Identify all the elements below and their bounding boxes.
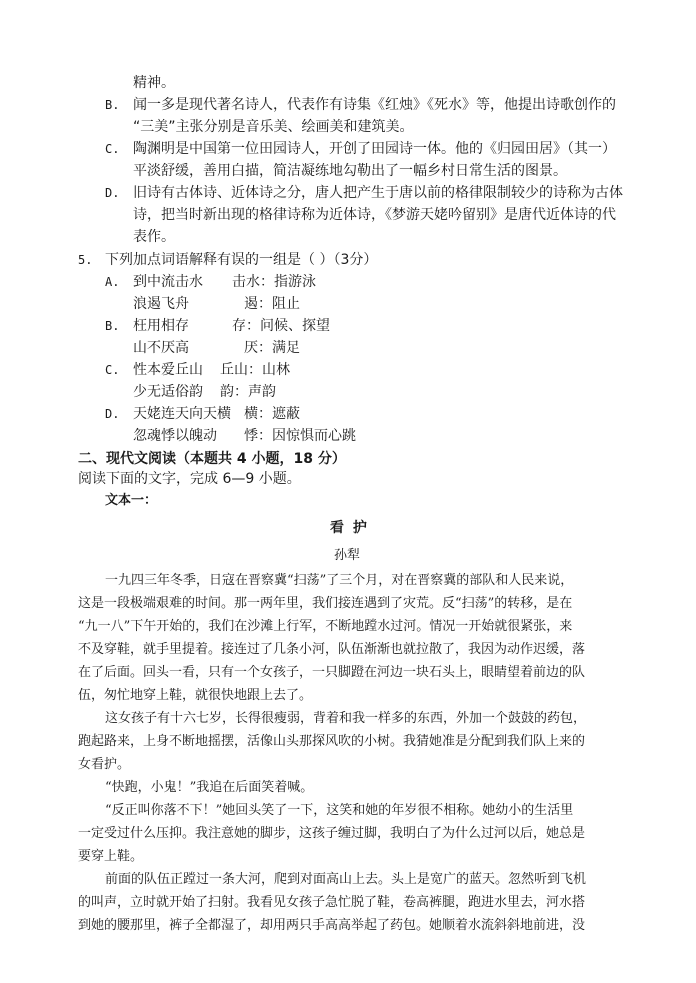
article-line: 的叫声，立时就开始了扫射。我看见女孩子急忙脱了鞋，卷高裤腿，跑进水里去，河水搭 — [78, 895, 586, 910]
article-author: 孙犁 — [334, 548, 361, 563]
q5-option-c-phrase1: 性本爱丘山 — [133, 362, 203, 378]
q5-option-d-phrase2: 忽魂悸以魄动 — [133, 428, 217, 444]
q5-option-b-label: B. — [105, 319, 120, 333]
q4-option-a-tail: 精神。 — [133, 75, 175, 91]
article-line: 在了后面。回头一看，只有一个女孩子，一只脚蹬在河边一块石头上，眼睛望着前边的队 — [78, 665, 586, 680]
q5-option-a-gloss2: 遏：阻止 — [244, 296, 300, 312]
q4-option-b-line2: “三美”主张分别是音乐美、绘画美和建筑美。 — [133, 119, 414, 135]
q5-number: 5. — [78, 253, 93, 267]
q5-option-b-phrase2: 山不厌高 — [133, 340, 189, 356]
q5-option-b-phrase1: 枉用相存 — [133, 318, 189, 334]
text-label: 文本一： — [105, 493, 158, 508]
article-line: 前面的队伍正蹚过一条大河，爬到对面高山上去。头上是宽广的蓝天。忽然听到飞机 — [105, 872, 587, 887]
q4-option-d-label: D. — [105, 186, 120, 200]
article-line: 一定受过什么压抑。我注意她的脚步，这孩子缠过脚，我明白了为什么过河以后，她总是 — [78, 826, 586, 841]
q5-option-a-phrase2: 浪遏飞舟 — [133, 296, 189, 312]
article-line: 这是一段极端艰难的时间。那一两年里，我们接连遇到了灾荒。反“扫荡”的转移，是在 — [78, 596, 573, 611]
q5-option-a-phrase1: 到中流击水 — [133, 274, 203, 290]
article-line: “九一八”下午开始的，我们在沙滩上行军，不断地蹚水过河。情况一开始就很紧张，来 — [78, 619, 573, 634]
article-line: “快跑，小鬼！”我追在后面笑着喊。 — [105, 780, 314, 795]
q5-option-b-gloss2: 厌：满足 — [244, 340, 300, 356]
q4-option-b-line1: 闻一多是现代著名诗人，代表作有诗集《红烛》《死水》等，他提出诗歌创作的 — [133, 97, 616, 113]
q5-option-b-gloss1: 存：问候、探望 — [232, 318, 330, 334]
article-line: 不及穿鞋，就手里提着。接连过了几条小河，队伍渐渐也就拉散了，我因为动作迟缓，落 — [78, 642, 586, 657]
q4-option-d-line1: 旧诗有古体诗、近体诗之分，唐人把产生于唐以前的格律限制较少的诗称为古体 — [133, 185, 623, 201]
article-line: 到她的腰那里，裤子全都湿了，却用两只手高高举起了药包。她顺着水流斜斜地前进，没 — [78, 918, 586, 933]
article-title: 看 护 — [330, 520, 369, 536]
q5-option-c-phrase2: 少无适俗韵 — [133, 384, 203, 400]
q4-option-c-line1: 陶渊明是中国第一位田园诗人，开创了田园诗一体。他的《归园田居》（其一） — [133, 141, 616, 157]
q5-option-d-phrase1: 天姥连天向天横 — [133, 406, 231, 422]
q5-option-d-gloss1: 横：遮蔽 — [244, 406, 300, 422]
q4-option-c-label: C. — [105, 142, 120, 156]
q5-option-a-label: A. — [105, 275, 120, 289]
section-heading: 二、现代文阅读（本题共 4 小题，18 分） — [78, 451, 346, 467]
article-line: “反正叫你落不下！”她回头笑了一下，这笑和她的年岁很不相称。她幼小的生活里 — [105, 803, 574, 818]
q5-option-c-label: C. — [105, 363, 120, 377]
q4-option-c-line2: 平淡舒缓，善用白描，简洁凝练地勾勒出了一幅乡村日常生活的图景。 — [133, 163, 567, 179]
article-line: 一九四三年冬季，日寇在晋察冀“扫荡”了三个月，对在晋察冀的部队和人民来说， — [105, 573, 574, 588]
q5-option-a-gloss1: 击水：指游泳 — [232, 274, 316, 290]
article-line: 跑起路来，上身不断地摇摆，活像山头那探风吹的小树。我猜她准是分配到我们队上来的 — [78, 734, 586, 749]
q5-option-d-gloss2: 悸：因惊惧而心跳 — [244, 428, 356, 444]
q4-option-d-line2: 诗，把当时新出现的格律诗称为近体诗，《梦游天姥吟留别》是唐代近体诗的代 — [133, 207, 616, 223]
article-line: 伍，匆忙地穿上鞋，就很快地跟上去了。 — [78, 688, 313, 703]
q4-option-b-label: B. — [105, 98, 120, 112]
article-line: 这女孩子有十六七岁，长得很瘦弱，背着和我一样多的东西，外加一个鼓鼓的药包， — [105, 711, 587, 726]
section-instruction: 阅读下面的文字，完成 6—9 小题。 — [78, 471, 301, 487]
q5-stem: 下列加点词语解释有误的一组是（ ）（3分） — [105, 252, 378, 268]
q5-option-c-gloss1: 丘山：山林 — [220, 362, 290, 378]
q4-option-d-line3: 表作。 — [133, 229, 175, 245]
article-line: 女看护。 — [78, 757, 131, 772]
q5-option-d-label: D. — [105, 407, 120, 421]
article-line: 要穿上鞋。 — [78, 849, 144, 864]
q5-option-c-gloss2: 韵：声韵 — [220, 384, 276, 400]
